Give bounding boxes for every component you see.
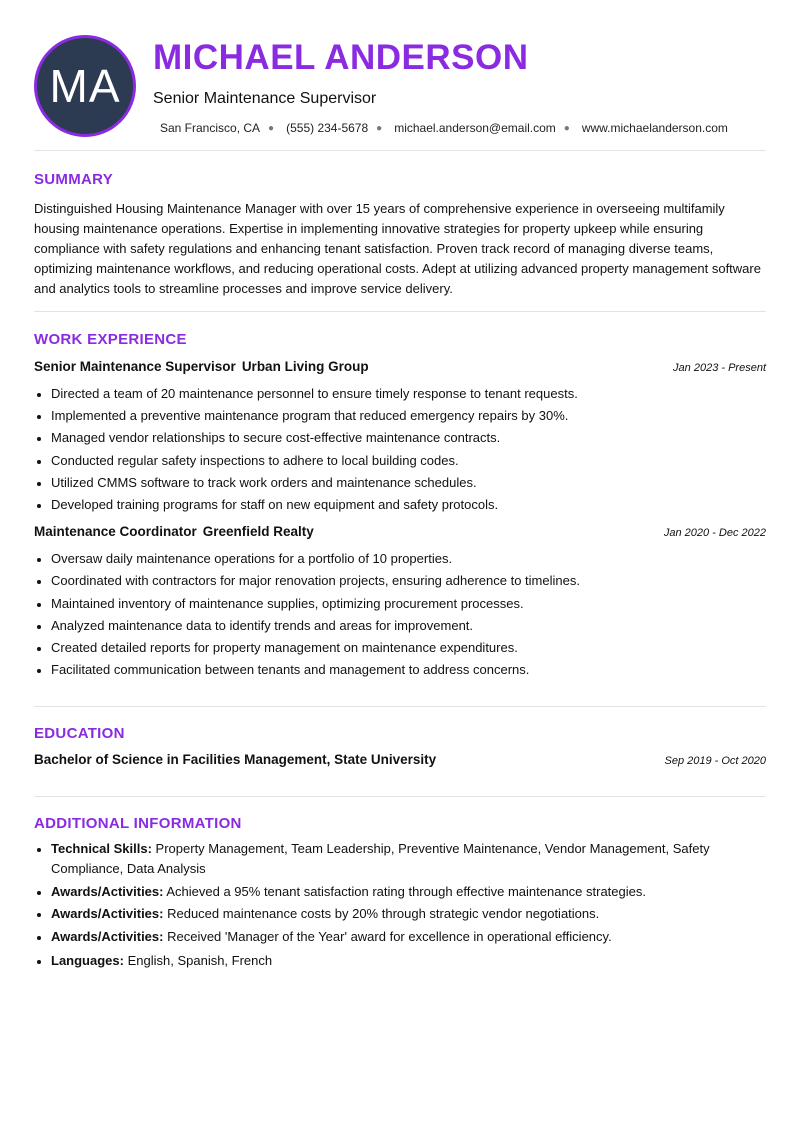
list-item: • Utilized CMMS software to track work orders and maintenance schedules. bbox=[51, 472, 766, 494]
list-item: • Analyzed maintenance data to identify trends and areas for improvement. bbox=[51, 615, 766, 637]
list-item: • Oversaw daily maintenance operations for a portfolio of 10 properties. bbox=[51, 548, 766, 570]
item-label: Awards/Activities: bbox=[51, 883, 164, 899]
summary-section bbox=[34, 151, 766, 312]
list-item: • Conducted regular safety inspections to adhere to local building codes. bbox=[51, 450, 766, 472]
list-item bbox=[51, 839, 766, 879]
work-experience-heading: WORK EXPERIENCE bbox=[34, 331, 187, 348]
job-company: Greenfield Realty bbox=[202, 524, 314, 540]
avatar bbox=[34, 35, 136, 137]
avatar-initials: MA bbox=[49, 60, 121, 112]
job-dates: Jan 2023 - Present bbox=[673, 362, 766, 374]
bullet-separator-icon: ● bbox=[376, 123, 383, 134]
additional-info-section bbox=[34, 797, 766, 971]
contact-phone: (555) 234-5678 bbox=[286, 121, 369, 135]
list-item: • Directed a team of 20 maintenance personnel to ensure timely response to tenant requests. bbox=[51, 383, 766, 405]
list-item bbox=[51, 951, 766, 971]
list-item bbox=[51, 882, 766, 902]
list-item: • Managed vendor relationships to secure cost-effective maintenance contracts. bbox=[51, 427, 766, 449]
summary-text: Distinguished Housing Maintenance Manager with over 15 years of comprehensive experience in overseeing multifamily housing maintenance operations. Expertise in implementing innovative strategies for property upkeep while ensuring compliance with safety regulations and enhancing tenant satisfaction. Proven track record of managing diverse teams, optimizing maintenance workflows, and reducing operational costs. Adept at utilizing advanced property management software and analytics tools to streamline processes and improve service delivery. bbox=[34, 201, 761, 296]
job-role: Maintenance Coordinator bbox=[34, 524, 197, 540]
education-entry bbox=[34, 752, 766, 767]
bullet-separator-icon: ● bbox=[563, 123, 570, 134]
item-label: Technical Skills: bbox=[51, 841, 152, 856]
job-role: Senior Maintenance Supervisor bbox=[34, 359, 236, 374]
job-header bbox=[34, 524, 766, 544]
job-header bbox=[34, 359, 766, 379]
item-text: English, Spanish, French bbox=[127, 952, 273, 968]
item-text: Received 'Manager of the Year' award for excellence in operational efficiency. bbox=[167, 928, 612, 944]
job-bullet-list bbox=[34, 383, 766, 516]
work-experience-section bbox=[34, 312, 766, 707]
item-text: Reduced maintenance costs by 20% through strategic vendor negotiations. bbox=[167, 906, 600, 921]
job-entry bbox=[34, 524, 766, 681]
item-label: Languages: bbox=[51, 952, 124, 968]
list-item bbox=[51, 927, 766, 947]
job-dates: Jan 2020 - Dec 2022 bbox=[663, 527, 766, 540]
item-text: Property Management, Team Leadership, Preventive Maintenance, Vendor Management, Safety Compliance, Data Analysis bbox=[51, 841, 710, 876]
resume-header bbox=[34, 0, 766, 151]
list-item: • Implemented a preventive maintenance program that reduced emergency repairs by 30%. bbox=[51, 405, 766, 427]
item-label: Awards/Activities: bbox=[51, 906, 164, 921]
education-heading: EDUCATION bbox=[34, 725, 125, 742]
education-degree: Bachelor of Science in Facilities Management, State University bbox=[34, 752, 437, 767]
additional-info-heading: ADDITIONAL INFORMATION bbox=[34, 815, 242, 832]
summary-heading: SUMMARY bbox=[34, 171, 114, 188]
job-bullet-list bbox=[34, 548, 766, 681]
item-text: Achieved a 95% tenant satisfaction rating through effective maintenance strategies. bbox=[166, 883, 646, 899]
bullet-separator-icon: ● bbox=[268, 123, 275, 134]
contact-line bbox=[160, 120, 728, 137]
job-entry bbox=[34, 359, 766, 516]
education-section bbox=[34, 707, 766, 797]
item-label: Awards/Activities: bbox=[51, 928, 164, 944]
candidate-name: MICHAEL ANDERSON bbox=[153, 38, 529, 77]
list-item: • Developed training programs for staff on new equipment and safety protocols. bbox=[51, 494, 766, 516]
list-item: • Created detailed reports for property management on maintenance expenditures. bbox=[51, 637, 766, 659]
job-company: Urban Living Group bbox=[241, 359, 369, 374]
list-item: • Coordinated with contractors for major renovation projects, ensuring adherence to timelines. bbox=[51, 570, 766, 592]
list-item: • Maintained inventory of maintenance supplies, optimizing procurement processes. bbox=[51, 593, 766, 615]
list-item: • Facilitated communication between tenants and management to address concerns. bbox=[51, 659, 766, 681]
additional-info-list bbox=[34, 839, 766, 971]
candidate-title: Senior Maintenance Supervisor bbox=[153, 90, 377, 107]
contact-website[interactable]: www.michaelanderson.com bbox=[581, 121, 728, 135]
contact-email[interactable]: michael.anderson@email.com bbox=[394, 121, 556, 135]
education-dates: Sep 2019 - Oct 2020 bbox=[664, 755, 766, 767]
contact-location: San Francisco, CA bbox=[160, 121, 261, 135]
list-item bbox=[51, 904, 766, 924]
